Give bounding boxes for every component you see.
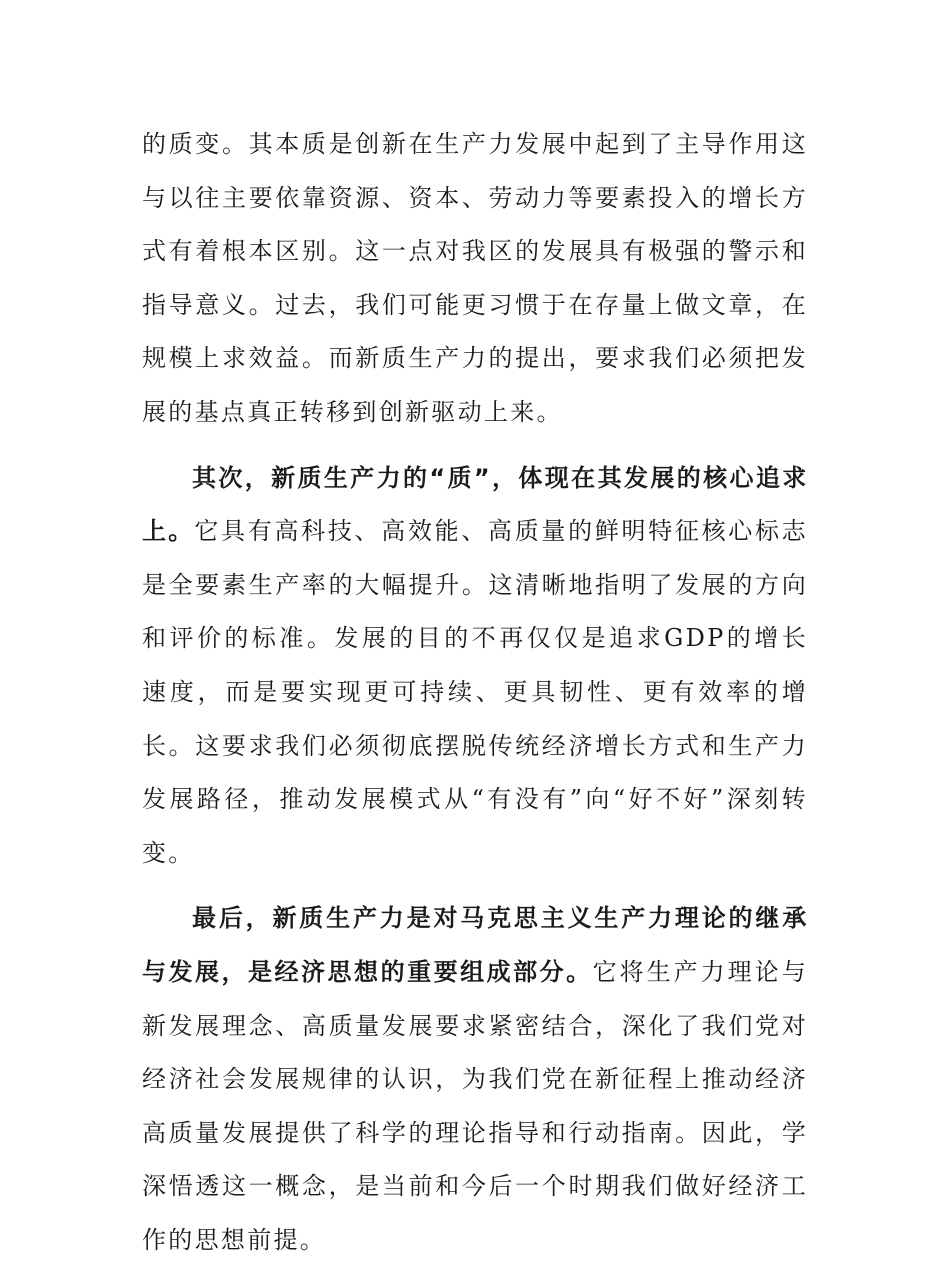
paragraph-body-text: 的质变。其本质是创新在生产力发展中起到了主导作用这与以往主要依靠资源、资本、劳动力等要素投入的增长方式有着根本区别。这一点对我区的发展具有极强的警示和指导意义。过去，我们可能更习惯于在存量上做文章，在规模上求效益。而新质生产力的提出，要求我们必须把发展的基点真正转移到创新驱动上来。 — [142, 130, 808, 426]
paragraph-lead-heading: 最后，新质生产力是对马克思主义生产力理论的继承与发展，是经济思想的重要组成部分。 — [142, 904, 808, 986]
paragraph-body-text: 它将生产力理论与新发展理念、高质量发展要求紧密结合，深化了我们党对经济社会发展规律的认识，为我们党在新征程上推动经济高质量发展提供了科学的理论指导和行动指南。因此，学深悟透这一概念，是当前和今后一个时期我们做好经济工作的思想前提。 — [142, 957, 808, 1254]
paragraph-second-point — [142, 452, 808, 881]
paragraph-lead-heading: 其次，新质生产力的“质”，体现在其发展的核心追求上。 — [142, 463, 808, 546]
paragraph-body-text: 它具有高科技、高效能、高质量的鲜明特征核心标志是全要素生产率的大幅提升。这清晰地指明了发展的方向和评价的标准。发展的目的不再仅仅是追求GDP的增长速度，而是要实现更可持续、更具韧性、更有效率的增长。这要求我们必须彻底摆脱传统经济增长方式和生产力发展路径，推动发展模式从“有没有”向“好不好”深刻转变。 — [142, 517, 808, 867]
document-body — [142, 118, 808, 1279]
paragraph-third-point — [142, 892, 808, 1267]
paragraph-continuation — [142, 118, 808, 440]
